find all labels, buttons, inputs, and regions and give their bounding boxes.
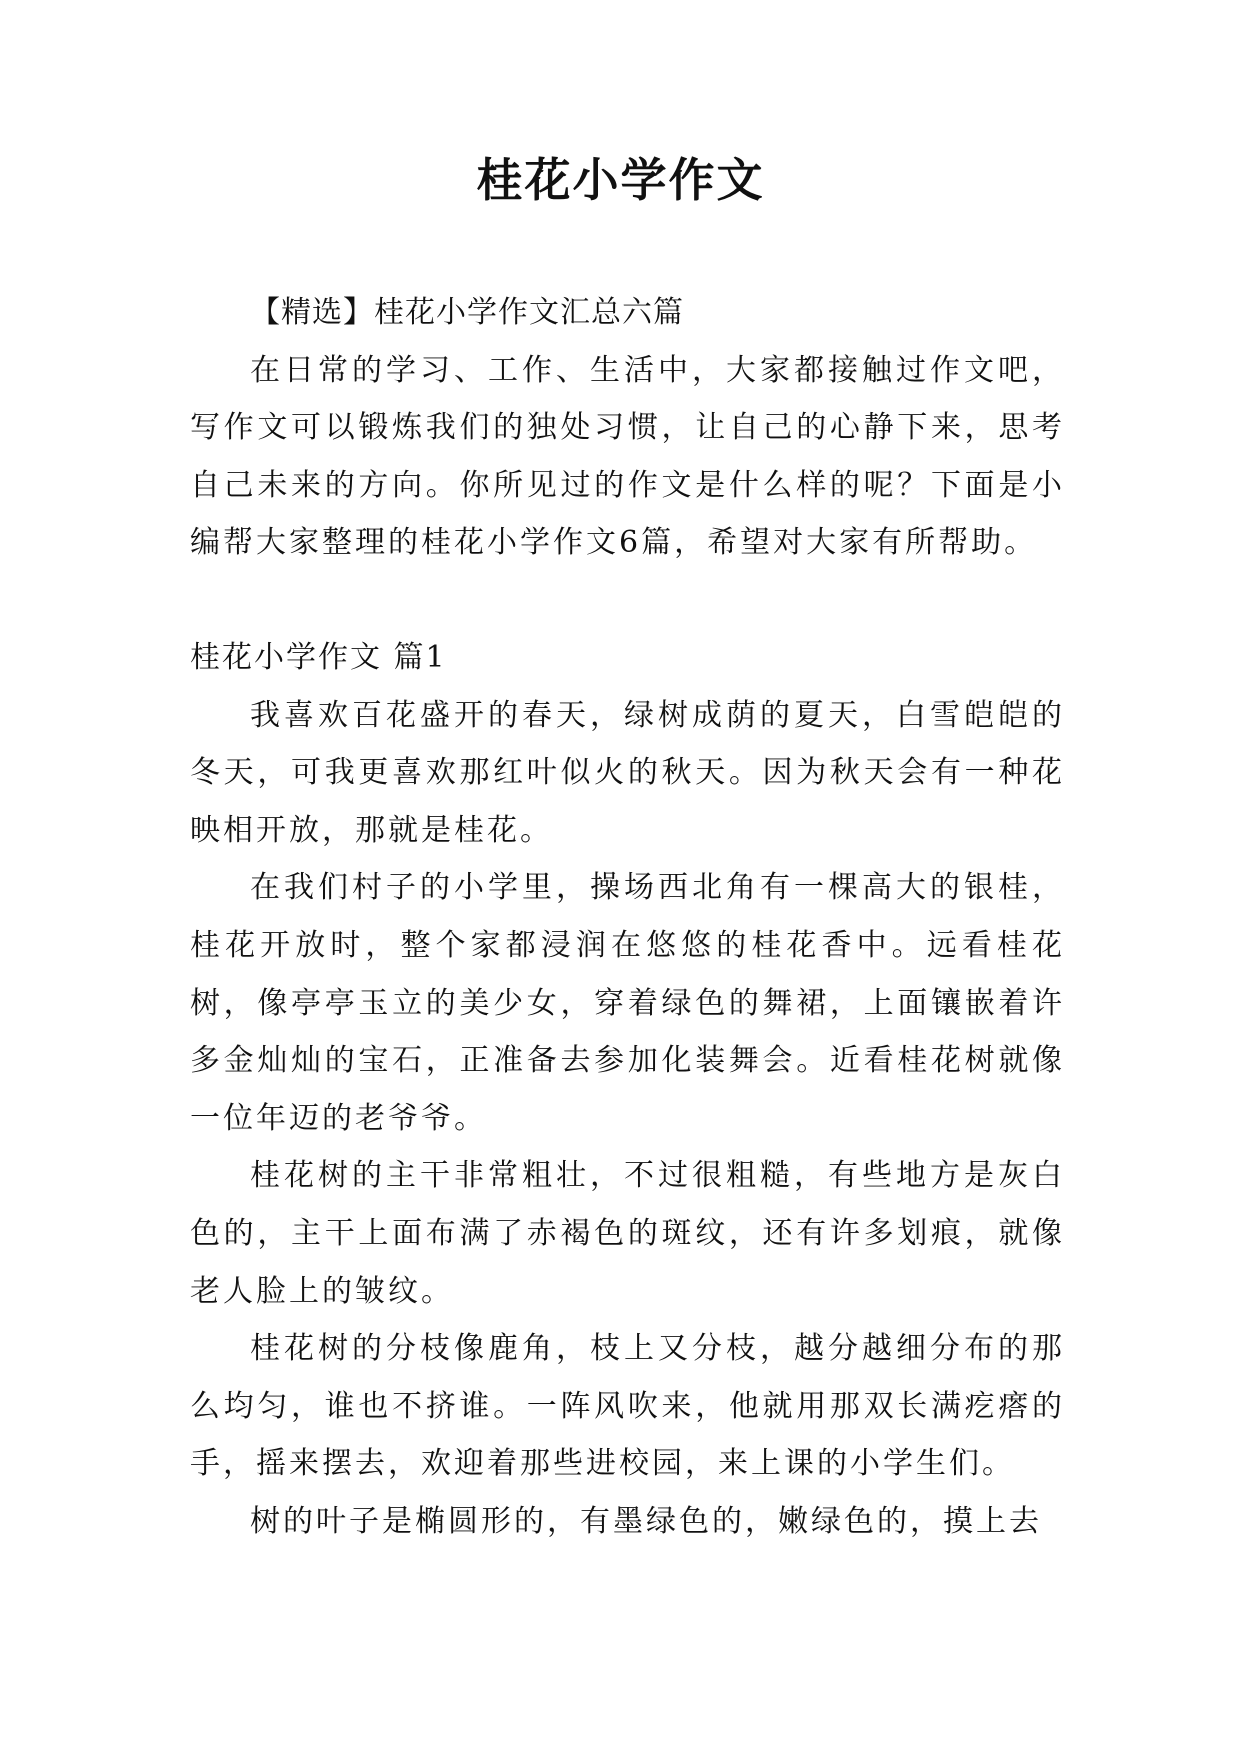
document-body bbox=[190, 284, 1065, 1550]
body-paragraph: 我喜欢百花盛开的春天，绿树成荫的夏天，白雪皑皑的冬天，可我更喜欢那红叶似火的秋天。因为秋天会有一种花映相开放，那就是桂花。 bbox=[190, 697, 1065, 848]
section-heading: 桂花小学作文 篇1 bbox=[190, 639, 447, 675]
intro-paragraph: 在日常的学习、工作、生活中，大家都接触过作文吧，写作文可以锻炼我们的独处习惯，让自己的心静下来，思考自己未来的方向。你所见过的作文是什么样的呢？下面是小编帮大家整理的桂花小学作文6篇，希望对大家有所帮助。 bbox=[190, 352, 1065, 561]
intro-line: 【精选】桂花小学作文汇总六篇 bbox=[250, 295, 684, 330]
body-paragraph: 桂花树的分枝像鹿角，枝上又分枝，越分越细分布的那么均匀，谁也不挤谁。一阵风吹来，他就用那双长满疙瘩的手，摇来摆去，欢迎着那些进校园，来上课的小学生们。 bbox=[190, 1331, 1065, 1482]
document-title: 桂花小学作文 bbox=[476, 153, 765, 207]
body-paragraph: 在我们村子的小学里，操场西北角有一棵高大的银桂，桂花开放时，整个家都浸润在悠悠的桂花香中。远看桂花树，像亭亭玉立的美少女，穿着绿色的舞裙，上面镶嵌着许多金灿灿的宝石，正准备去参加化装舞会。近看桂花树就像一位年迈的老爷爷。 bbox=[190, 870, 1065, 1136]
body-paragraph: 桂花树的主干非常粗壮，不过很粗糙，有些地方是灰白色的，主干上面布满了赤褐色的斑纹，还有许多划痕，就像老人脸上的皱纹。 bbox=[190, 1158, 1065, 1309]
body-paragraph: 树的叶子是椭圆形的，有墨绿色的，嫩绿色的，摸上去 bbox=[250, 1503, 1042, 1539]
